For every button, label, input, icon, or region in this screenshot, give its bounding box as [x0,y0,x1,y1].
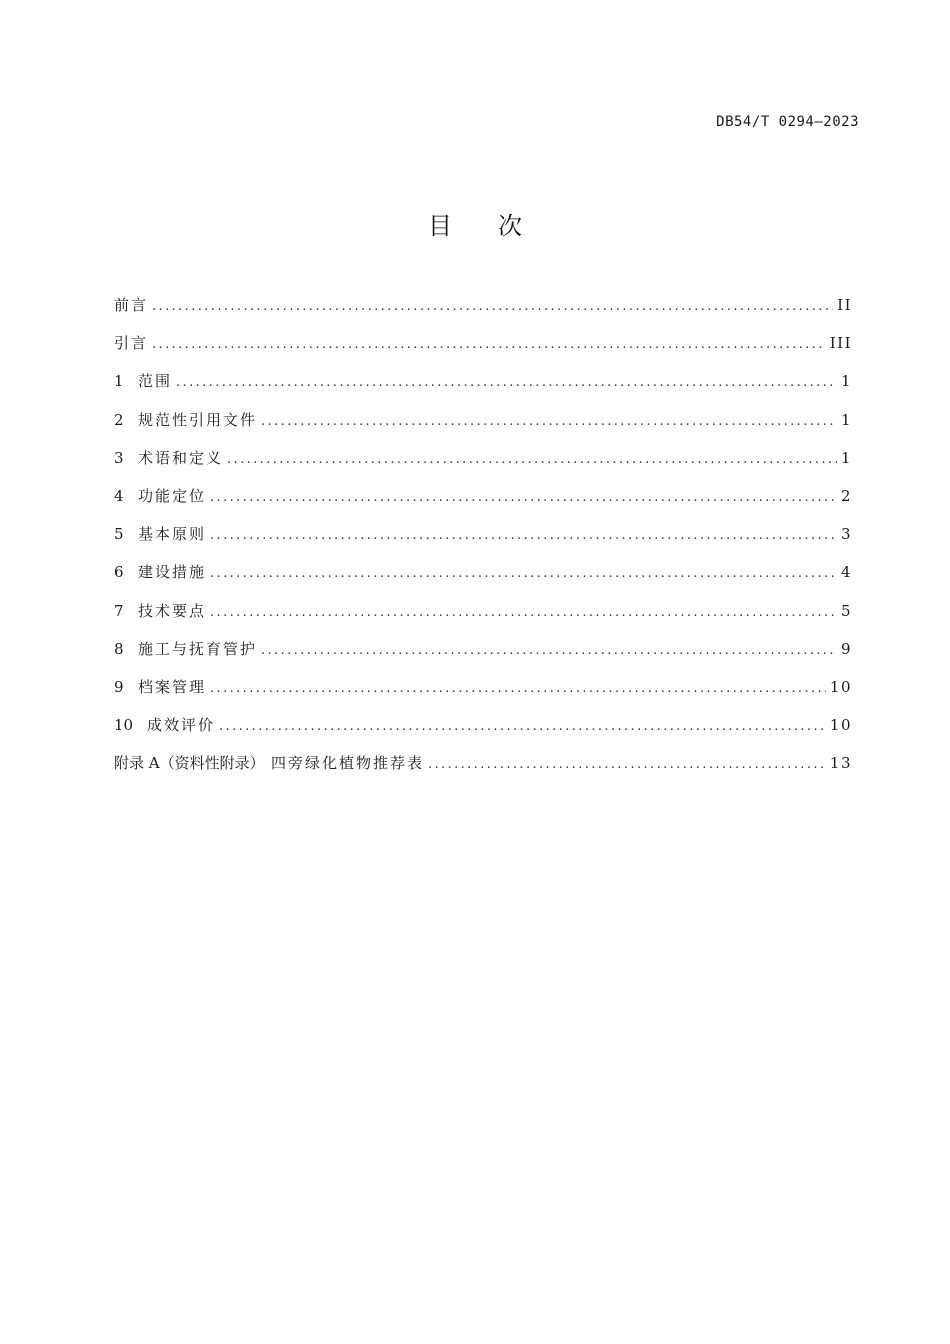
toc-entry-page: 2 [840,486,852,505]
toc-dot-leader [227,447,837,473]
toc-dot-leader [219,714,826,740]
toc-dot-leader [210,561,837,587]
toc-entry-archive-management[interactable] [114,674,852,712]
toc-entry-number: 2 [114,410,124,429]
toc-dot-leader [210,523,837,549]
toc-entry-label: 基本原则 [138,525,207,544]
toc-entry-number: 4 [114,486,124,505]
toc-entry-appendix-a[interactable] [114,750,852,788]
toc-entry-label: 档案管理 [138,677,207,696]
toc-entry-scope[interactable] [114,368,852,406]
toc-dot-leader [261,638,837,664]
page-title: 目次 [428,212,568,240]
toc-entry-number: 6 [114,563,124,582]
toc-entry-normative-references[interactable] [114,407,852,445]
toc-entry-page: 13 [829,754,852,773]
toc-dot-leader [210,676,826,702]
toc-entry-label: 引言 [114,334,149,353]
toc-entry-label: 规范性引用文件 [138,410,258,429]
toc-entry-label: 功能定位 [138,486,207,505]
toc-dot-leader [261,409,837,435]
toc-entry-foreword[interactable] [114,292,852,330]
toc-entry-number: 1 [114,372,124,391]
toc-entry-effectiveness-evaluation[interactable] [114,712,852,750]
document-code: DB54/T 0294—2023 [716,114,859,130]
toc-entry-page: III [829,334,852,353]
toc-entry-page: 5 [840,601,852,620]
appendix-prefix: 附录 A（资料性附录） [114,754,265,773]
toc-entry-label: 成效评价 [147,716,216,735]
toc-entry-page: 10 [829,716,852,735]
toc-entry-label: 技术要点 [138,601,207,620]
toc-entry-number: 5 [114,525,124,544]
toc-entry-page: 10 [829,677,852,696]
toc-entry-page: 9 [840,639,852,658]
toc-entry-number: 9 [114,677,124,696]
toc-entry-label: 施工与抚育管护 [138,639,258,658]
toc-entry-page: II [837,296,852,314]
toc-dot-leader [210,600,837,626]
toc-entry-label: 范围 [138,372,173,391]
toc-entry-page: 1 [840,448,852,467]
toc-entry-construction-maintenance[interactable] [114,636,852,674]
toc-dot-leader [152,294,833,320]
toc-entry-terms-definitions[interactable] [114,445,852,483]
toc-entry-label: 术语和定义 [138,448,224,467]
toc-entry-basic-principles[interactable] [114,521,852,559]
toc-entry-number: 7 [114,601,124,620]
table-of-contents [114,292,852,788]
toc-entry-construction-measures[interactable] [114,559,852,597]
toc-entry-number: 10 [114,716,134,735]
toc-entry-label: 前言 [114,296,149,314]
toc-entry-introduction[interactable] [114,330,852,368]
toc-entry-page: 4 [840,563,852,582]
toc-entry-number: 3 [114,448,124,467]
toc-dot-leader [176,370,837,396]
toc-entry-functional-positioning[interactable] [114,483,852,521]
toc-dot-leader [428,752,826,778]
toc-entry-page: 3 [840,525,852,544]
toc-entry-page: 1 [840,410,852,429]
toc-entry-technical-points[interactable] [114,598,852,636]
toc-entry-label: 建设措施 [138,563,207,582]
toc-entry-page: 1 [840,372,852,391]
toc-entry-label: 四旁绿化植物推荐表 [270,754,424,773]
toc-entry-number: 8 [114,639,124,658]
toc-dot-leader [152,332,826,358]
toc-dot-leader [210,485,837,511]
